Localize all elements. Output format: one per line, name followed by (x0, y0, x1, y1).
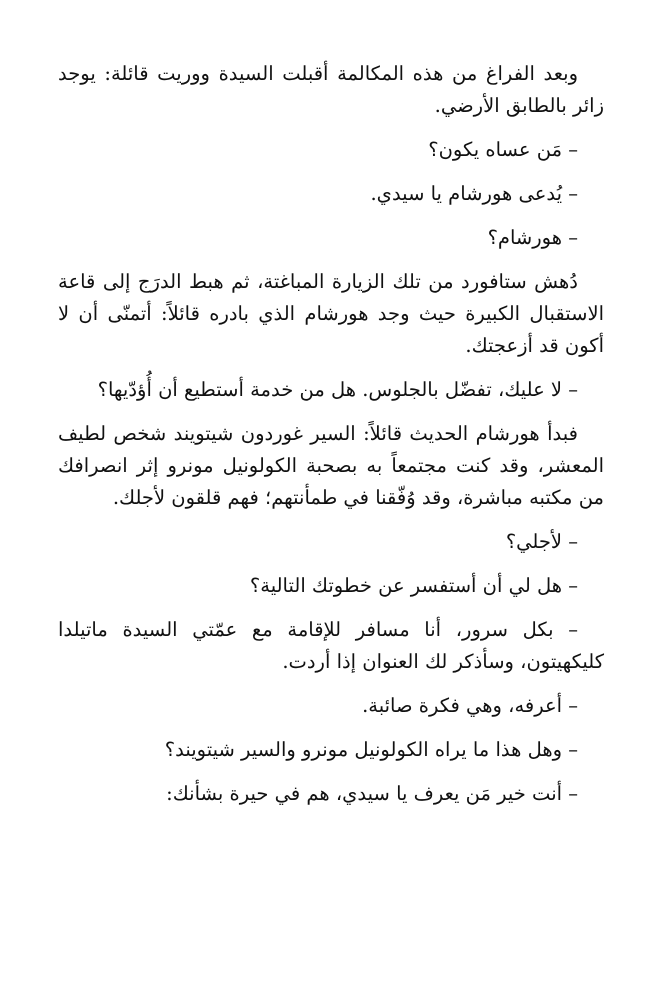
paragraph-3: فبدأ هورشام الحديث قائلاً: السير غوردون شيتويند شخص لطيف المعشر، وقد كنت مجتمعاً به بصحبة الكولونيل مونرو إثر انصرافك من مكتبه مباشرة، وقد وُفّقنا في طمأنتهم؛ فهم قلقون لأجلك. (58, 422, 604, 509)
dialogue-line-4: – لا عليك، تفضّل بالجلوس. هل من خدمة أستطيع أن أُؤدّيها؟ (97, 378, 578, 401)
dialogue-line-7: – بكل سرور، أنا مسافر للإقامة مع عمّتي السيدة ماتيلدا كليكهيتون، وسأذكر لك العنوان إذا أردت. (58, 618, 604, 673)
paragraph-2: دُهش ستافورد من تلك الزيارة المباغتة، ثم هبط الدرَج إلى قاعة الاستقبال الكبيرة حيث وجد هورشام الذي بادره قائلاً: أتمنّى أن لا أكون قد أزعجتك. (58, 270, 604, 357)
dialogue-line-1: – مَن عساه يكون؟ (428, 138, 578, 161)
dialogue-line-10: – أنت خير مَن يعرف يا سيدي، هم في حيرة بشأنك: (166, 782, 578, 805)
dialogue-line-3: – هورشام؟ (487, 226, 578, 249)
document-page (58, 58, 604, 822)
dialogue-line-6: – هل لي أن أستفسر عن خطوتك التالية؟ (249, 574, 578, 597)
paragraph-1: وبعد الفراغ من هذه المكالمة أقبلت السيدة ووريت قائلة: يوجد زائر بالطابق الأرضي. (58, 62, 604, 117)
dialogue-line-8: – أعرفه، وهي فكرة صائبة. (362, 694, 578, 717)
dialogue-line-2: – يُدعى هورشام يا سيدي. (370, 182, 578, 205)
dialogue-line-9: – وهل هذا ما يراه الكولونيل مونرو والسير شيتويند؟ (164, 738, 578, 761)
dialogue-line-5: – لأجلي؟ (505, 530, 578, 553)
